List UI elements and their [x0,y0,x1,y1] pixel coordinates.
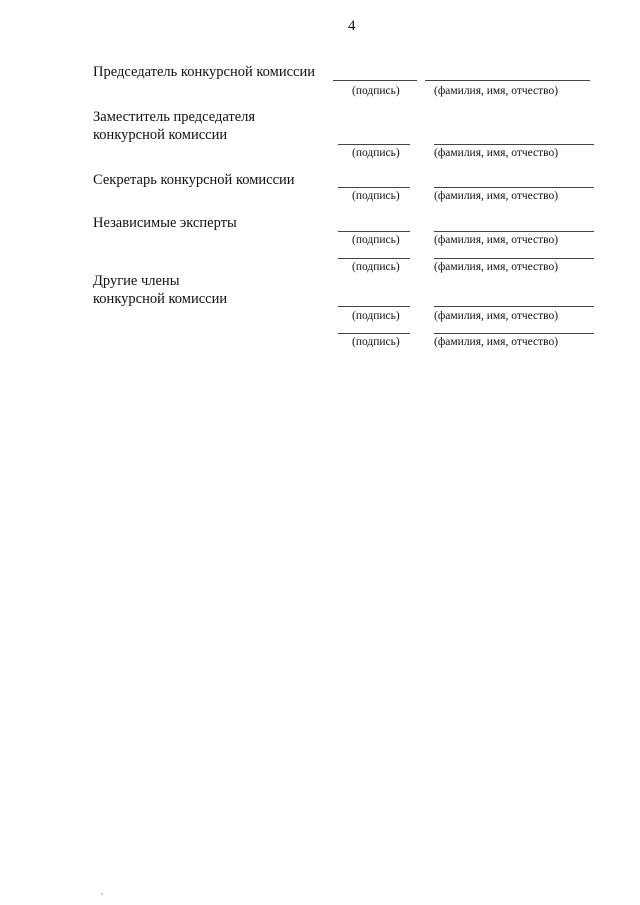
expert2-signature-caption: (подпись) [352,261,400,273]
expert2-signature-line[interactable] [338,258,410,259]
role-others-line1: Другие члены [93,273,180,289]
member2-name-line[interactable] [434,333,594,334]
member1-name-line[interactable] [434,306,594,307]
role-others-line2: конкурсной комиссии [93,291,228,307]
member2-name-caption: (фамилия, имя, отчество) [434,336,559,348]
expert1-name-line[interactable] [434,231,594,232]
expert1-signature-caption: (подпись) [352,234,400,246]
chairman-signature-line[interactable] [333,80,417,81]
deputy-name-caption: (фамилия, имя, отчество) [434,147,559,159]
secretary-name-line[interactable] [434,187,594,188]
expert2-name-caption: (фамилия, имя, отчество) [434,261,559,273]
role-experts: Независимые эксперты [93,215,237,231]
expert1-signature-line[interactable] [338,231,410,232]
member2-signature-caption: (подпись) [352,336,400,348]
role-deputy-line2: конкурсной комиссии [93,127,228,143]
deputy-signature-caption: (подпись) [352,147,400,159]
page-number: 4 [348,18,356,34]
member1-name-caption: (фамилия, имя, отчество) [434,310,559,322]
deputy-name-line[interactable] [434,144,594,145]
deputy-signature-line[interactable] [338,144,410,145]
secretary-signature-caption: (подпись) [352,190,400,202]
expert2-name-line[interactable] [434,258,594,259]
chairman-signature-caption: (подпись) [352,85,400,97]
secretary-signature-line[interactable] [338,187,410,188]
role-chairman: Председатель конкурсной комиссии [93,64,315,80]
role-deputy-line1: Заместитель председателя [93,109,256,125]
member1-signature-line[interactable] [338,306,410,307]
member2-signature-line[interactable] [338,333,410,334]
chairman-name-caption: (фамилия, имя, отчество) [434,85,559,97]
member1-signature-caption: (подпись) [352,310,400,322]
role-secretary: Секретарь конкурсной комиссии [93,172,295,188]
scan-speck [101,893,103,895]
chairman-name-line[interactable] [425,80,590,81]
secretary-name-caption: (фамилия, имя, отчество) [434,190,559,202]
expert1-name-caption: (фамилия, имя, отчество) [434,234,559,246]
